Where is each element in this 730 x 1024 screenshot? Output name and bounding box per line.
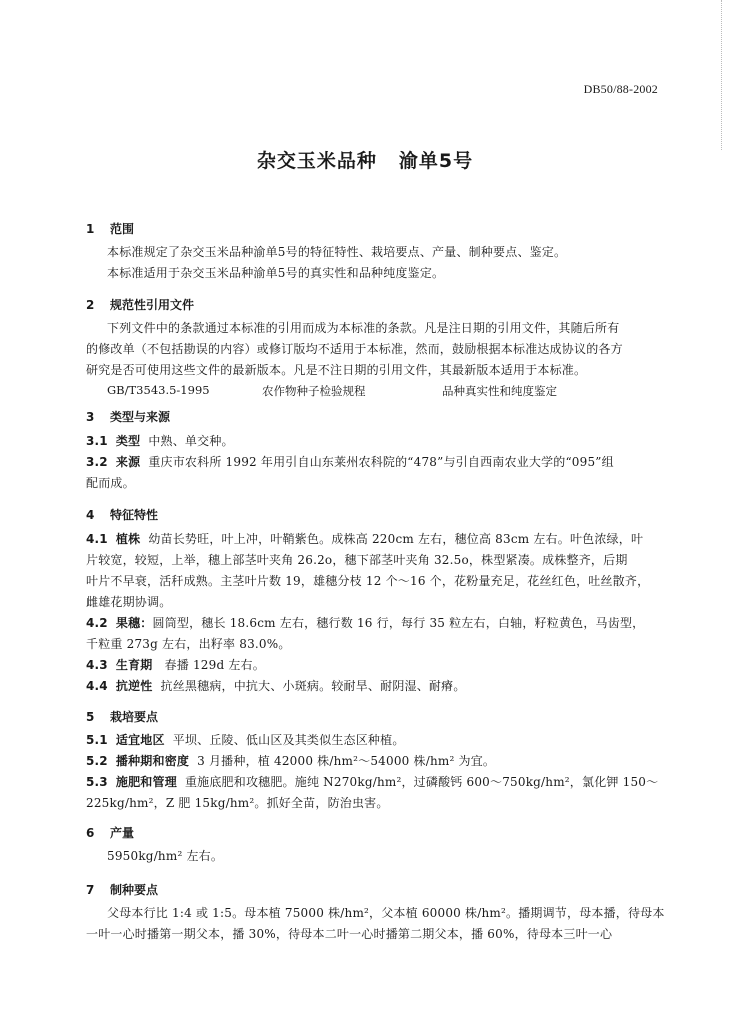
section-title: 类型与来源 <box>110 410 171 424</box>
item-key: 类型 <box>115 434 141 448</box>
item-5-2 <box>86 751 495 772</box>
item-3-1 <box>86 431 234 452</box>
item-key: 生育期 <box>115 658 153 672</box>
item-key: 植株 <box>115 532 141 546</box>
item-5-1 <box>86 730 405 751</box>
standard-number: DB50/88-2002 <box>583 82 658 96</box>
section-number: 3 <box>86 410 95 424</box>
item-4-2 <box>86 613 644 634</box>
item-number: 4.2 <box>86 616 108 630</box>
item-number: 5.3 <box>86 775 108 789</box>
item-number: 4.4 <box>86 679 108 693</box>
item-number: 3.1 <box>86 434 108 448</box>
reference-part: 品种真实性和纯度鉴定 <box>442 384 557 398</box>
item-text: 3 月播种，植 42000 株/hm²～54000 株/hm² 为宜。 <box>197 754 496 768</box>
item-5-3 <box>86 772 658 793</box>
reference-name: 农作物种子检验规程 <box>262 384 366 398</box>
item-number: 5.2 <box>86 754 108 768</box>
section-title: 特征特性 <box>110 508 159 522</box>
item-number: 4.3 <box>86 658 108 672</box>
section-number: 6 <box>86 826 95 840</box>
paragraph: 千粒重 273g 左右，出籽率 83.0%。 <box>86 637 291 651</box>
section-title: 产量 <box>110 826 135 840</box>
item-text: 抗丝黑穗病，中抗大、小斑病。较耐旱、耐阴湿、耐瘠。 <box>160 679 466 693</box>
paragraph: 雌雄花期协调。 <box>86 595 172 609</box>
section-2-heading <box>86 296 194 313</box>
item-text: 幼苗长势旺，叶上冲，叶鞘紫色。成株高 220cm 左右，穗位高 83cm 左右。叶色浓绿，叶 <box>148 532 644 546</box>
item-key: 来源 <box>115 455 141 469</box>
section-number: 4 <box>86 508 95 522</box>
section-1-heading <box>86 220 134 237</box>
item-key: 果穗： <box>115 616 153 630</box>
section-number: 5 <box>86 710 95 724</box>
item-3-2 <box>86 452 614 473</box>
item-text: 重施底肥和攻穗肥。施纯 N270kg/hm²，过磷酸钙 600～750kg/hm²，氯化钾 150～ <box>184 775 659 789</box>
document-title <box>0 146 730 173</box>
paragraph: 5950kg/hm² 左右。 <box>107 849 224 863</box>
paragraph: 研究是否可使用这些文件的最新版本。凡是不注日期的引用文件，其最新版本适用于本标准。 <box>86 363 587 377</box>
section-number: 2 <box>86 298 95 312</box>
section-number: 1 <box>86 222 95 236</box>
paragraph: 本标准适用于杂交玉米品种渝单5号的真实性和品种纯度鉴定。 <box>107 266 445 280</box>
item-key: 适宜地区 <box>115 733 165 747</box>
paragraph: 父母本行比 1:4 或 1:5。母本植 75000 株/hm²，父本植 60000 株/hm²。播期调节，母本播，待母本 <box>107 906 665 920</box>
section-3-heading <box>86 408 170 425</box>
item-4-1 <box>86 529 643 550</box>
item-key: 抗逆性 <box>115 679 153 693</box>
section-5-heading <box>86 708 158 725</box>
item-number: 5.1 <box>86 733 108 747</box>
scan-edge-mark <box>719 0 722 150</box>
section-title: 范围 <box>110 222 135 236</box>
section-6-heading <box>86 824 134 841</box>
item-4-4 <box>86 676 466 697</box>
item-text: 平坝、丘陵、低山区及其类似生态区种植。 <box>172 733 405 747</box>
item-text: 圆筒型，穗长 18.6cm 左右，穗行数 16 行，每行 35 粒左右，白轴，籽粒黄色，马齿型， <box>152 616 645 630</box>
section-4-heading <box>86 506 158 523</box>
paragraph: 片较宽，较短，上举，穗上部茎叶夹角 26.2o，穗下部茎叶夹角 32.5o，株型紧凑。成株整齐，后期 <box>86 553 628 567</box>
item-key: 播种期和密度 <box>115 754 190 768</box>
paragraph: 的修改单（不包括勘误的内容）或修订版均不适用于本标准，然而，鼓励根据本标准达成协议的各方 <box>86 342 623 356</box>
section-number: 7 <box>86 883 95 897</box>
section-title: 制种要点 <box>110 883 159 897</box>
item-4-3 <box>86 655 265 676</box>
title-part-1: 杂交玉米品种 <box>256 150 377 172</box>
paragraph: 225kg/hm²，Z 肥 15kg/hm²。抓好全苗，防治虫害。 <box>86 796 389 810</box>
item-text: 中熟、单交种。 <box>148 434 234 448</box>
item-number: 3.2 <box>86 455 108 469</box>
paragraph: 叶片不早衰，活秆成熟。主茎叶片数 19，雄穗分枝 12 个～16 个，花粉量充足，花丝红色，吐丝散齐， <box>86 574 650 588</box>
paragraph: 配而成。 <box>86 476 135 490</box>
title-part-2: 渝单5号 <box>398 150 474 172</box>
item-number: 4.1 <box>86 532 108 546</box>
item-key: 施肥和管理 <box>115 775 177 789</box>
item-text: 重庆市农科所 1992 年用引自山东莱州农科院的“478”与引自西南农业大学的“095”组 <box>148 455 614 469</box>
paragraph: 本标准规定了杂交玉米品种渝单5号的特征特性、栽培要点、产量、制种要点、鉴定。 <box>107 245 567 259</box>
item-text: 春播 129d 左右。 <box>164 658 265 672</box>
paragraph: 下列文件中的条款通过本标准的引用而成为本标准的条款。凡是注日期的引用文件，其随后所有 <box>107 321 620 335</box>
paragraph: 一叶一心时播第一期父本，播 30%，待母本二叶一心时播第二期父本，播 60%，待母本三叶一心 <box>86 927 613 941</box>
section-7-heading <box>86 881 158 898</box>
section-title: 栽培要点 <box>110 710 159 724</box>
section-title: 规范性引用文件 <box>110 298 195 312</box>
reference-code: GB/T3543.5-1995 <box>107 383 210 397</box>
